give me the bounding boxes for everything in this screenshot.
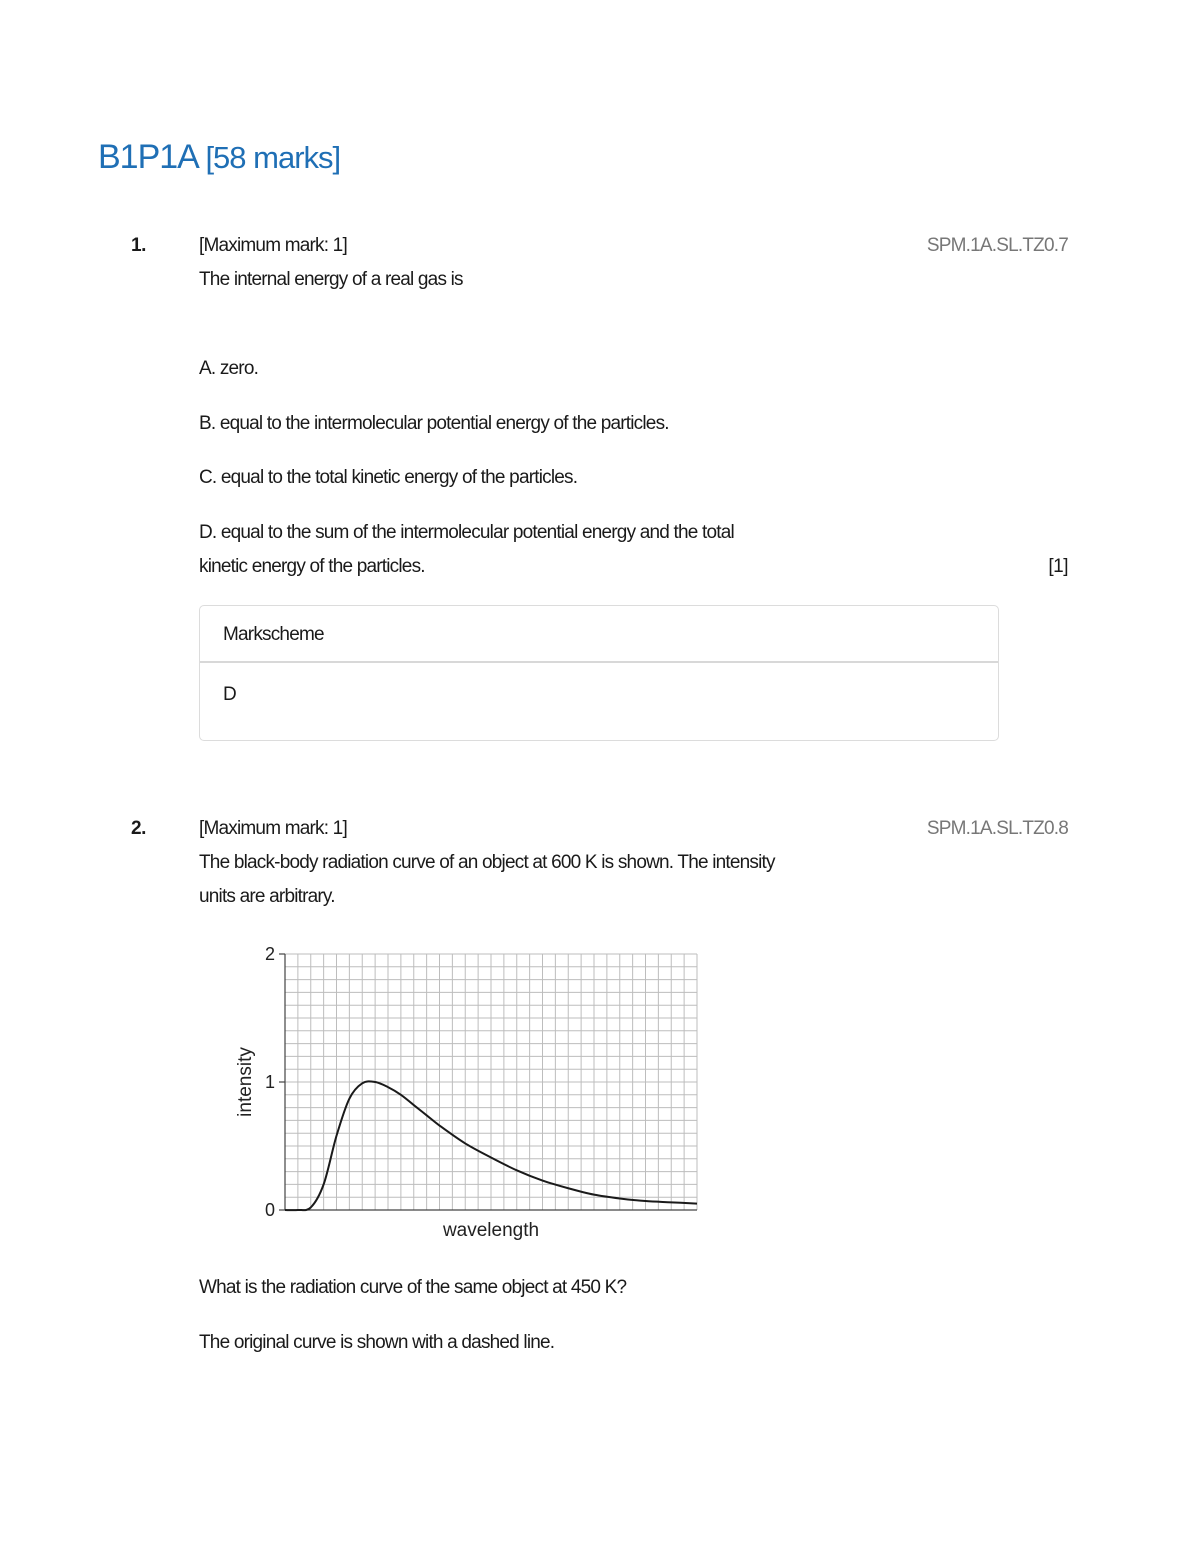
black-body-radiation-chart [225, 938, 715, 1248]
page-title-code: B1P1A [98, 138, 197, 176]
question-1-option-d-line-1: D. equal to the sum of the intermolecular potential energy and the total [199, 522, 734, 543]
question-2-reference: SPM.1A.SL.TZ0.8 [926, 818, 1068, 839]
question-1-marks-awarded: [1] [1048, 556, 1068, 577]
y-axis-label: intensity [235, 1047, 256, 1117]
y-tick-label: 0 [264, 1200, 275, 1220]
chart-y-ticks [265, 944, 285, 1220]
x-axis-label: wavelength [442, 1220, 540, 1241]
question-2-prompt: What is the radiation curve of the same object at 450 K? [199, 1277, 627, 1298]
question-1-reference: SPM.1A.SL.TZ0.7 [926, 235, 1068, 256]
question-1-number: 1. [131, 235, 146, 256]
question-2-note: The original curve is shown with a dashed line. [199, 1332, 555, 1353]
question-2-number: 2. [131, 818, 146, 839]
question-2-stem-line-1: The black-body radiation curve of an object at 600 K is shown. The intensity [199, 852, 775, 873]
y-tick-label: 1 [264, 1072, 275, 1092]
markscheme-header: Markscheme [200, 606, 998, 663]
question-1-option-d-line-2: kinetic energy of the particles. [199, 556, 425, 577]
question-1-option-a: A. zero. [199, 358, 259, 379]
markscheme-answer: D [223, 684, 237, 705]
question-1-stem: The internal energy of a real gas is [199, 269, 463, 290]
question-1-markscheme-panel [199, 605, 999, 741]
chart-grid [285, 954, 697, 1210]
question-1-option-d [199, 516, 734, 584]
page-title-marks: [58 marks] [205, 140, 341, 175]
question-2-stem-line-2: units are arbitrary. [199, 886, 335, 907]
question-2-max-mark: [Maximum mark: 1] [199, 818, 347, 839]
question-2-stem [199, 846, 775, 914]
question-1-option-b: B. equal to the intermolecular potential energy of the particles. [199, 413, 669, 434]
question-1-max-mark: [Maximum mark: 1] [199, 235, 347, 256]
question-1-option-c: C. equal to the total kinetic energy of the particles. [199, 467, 578, 488]
y-tick-label: 2 [264, 944, 275, 964]
page-title [98, 138, 340, 177]
